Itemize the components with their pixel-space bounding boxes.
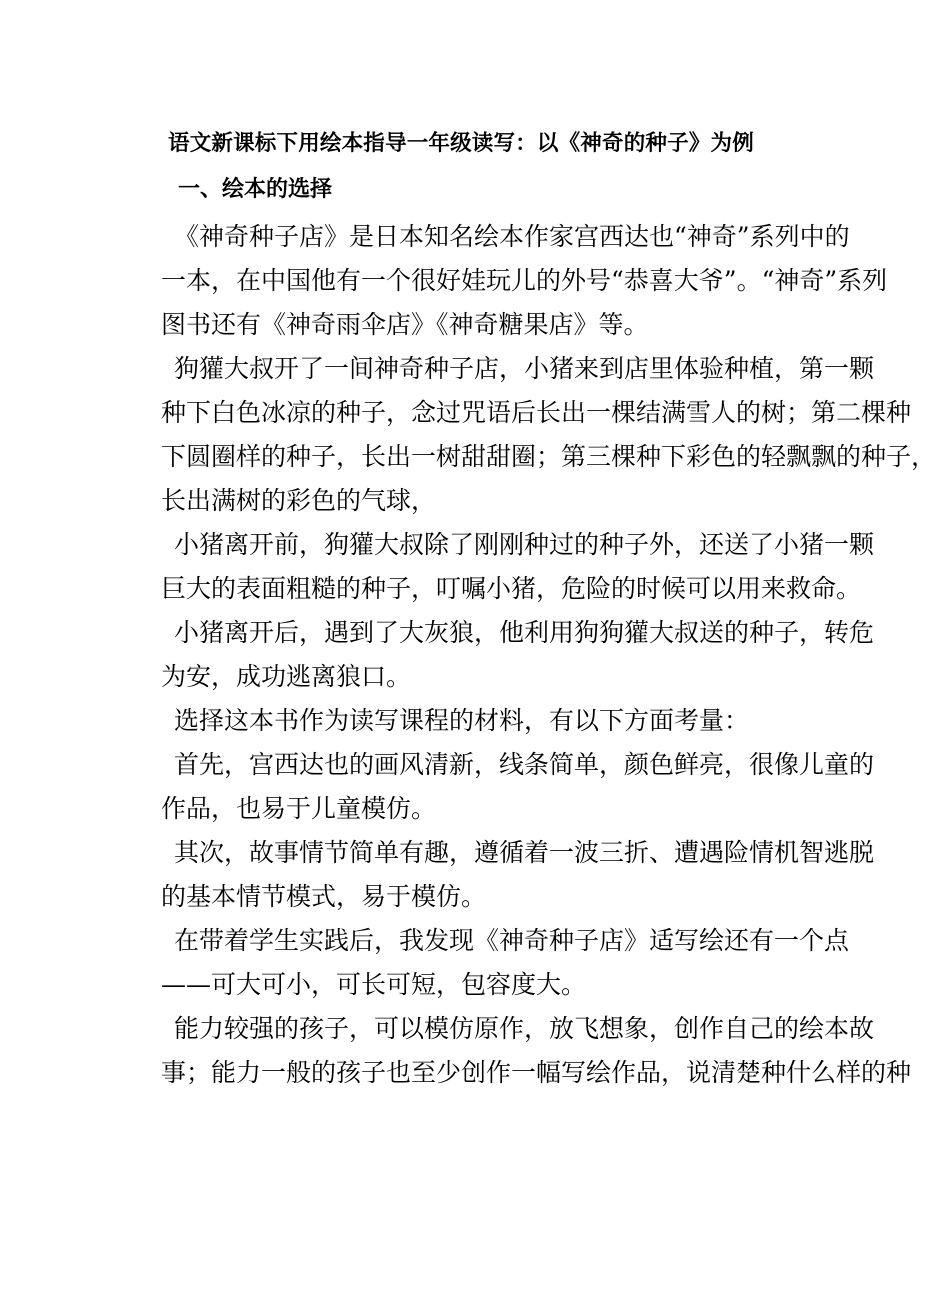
text-line: 《神奇种子店》是日本知名绘本作家宫西达也“神奇”系列中的 [174, 222, 850, 251]
text-line: 狗獾大叔开了一间神奇种子店，小猪来到店里体验种植，第一颗 [174, 354, 875, 383]
text-line: 的基本情节模式，易于模仿。 [161, 882, 487, 911]
paragraph [161, 220, 888, 352]
paragraph [161, 748, 875, 836]
text-line: 首先，宫西达也的画风清新，线条简单，颜色鲜亮，很像儿童的 [174, 750, 875, 779]
document-title: 语文新课标下用绘本指导一年级读写：以《神奇的种子》为例 [168, 131, 754, 156]
text-line: 为安，成功逃离狼口。 [161, 662, 412, 691]
paragraph [161, 836, 875, 924]
text-line: 巨大的表面粗糙的种子，叮嘱小猪，危险的时候可以用来救命。 [161, 574, 862, 603]
text-line: 作品，也易于儿童模仿。 [161, 794, 437, 823]
text-line: 图书还有《神奇雨伞店》《神奇糖果店》等。 [161, 310, 649, 339]
text-line: 种下白色冰凉的种子，念过咒语后长出一棵结满雪人的树；第二棵种 [161, 398, 912, 427]
paragraph [161, 704, 781, 748]
text-line: 一本，在中国他有一个很好娃玩儿的外号“恭喜大爷”。“神奇”系列 [161, 266, 888, 295]
document-body [161, 220, 936, 1100]
text-line: 选择这本书作为读写课程的材料，有以下方面考量： [174, 706, 750, 735]
paragraph [161, 1012, 912, 1100]
text-line: 在带着学生实践后，我发现《神奇种子店》适写绘还有一个点 [174, 926, 850, 955]
text-line: 小猪离开前，狗獾大叔除了刚刚种过的种子外，还送了小猪一颗 [174, 530, 875, 559]
text-line: 其次，故事情节简单有趣，遵循着一波三折、遭遇险情机智逃脱 [174, 838, 875, 867]
paragraph [161, 352, 936, 528]
paragraph [161, 924, 850, 1012]
paragraph [161, 616, 875, 704]
paragraph [161, 528, 875, 616]
text-line: ——可大可小，可长可短，包容度大。 [161, 970, 587, 999]
text-line: 小猪离开后，遇到了大灰狼，他利用狗狗獾大叔送的种子，转危 [174, 618, 875, 647]
text-line: 事；能力一般的孩子也至少创作一幅写绘作品，说清楚种什么样的种 [161, 1058, 912, 1087]
section-heading: 一、绘本的选择 [178, 177, 333, 202]
text-line: 长出满树的彩色的气球， [161, 486, 437, 515]
text-line: 下圆圈样的种子，长出一树甜甜圈；第三棵种下彩色的轻飘飘的种子， [161, 442, 936, 471]
text-line: 能力较强的孩子，可以模仿原作，放飞想象，创作自己的绘本故 [174, 1014, 875, 1043]
